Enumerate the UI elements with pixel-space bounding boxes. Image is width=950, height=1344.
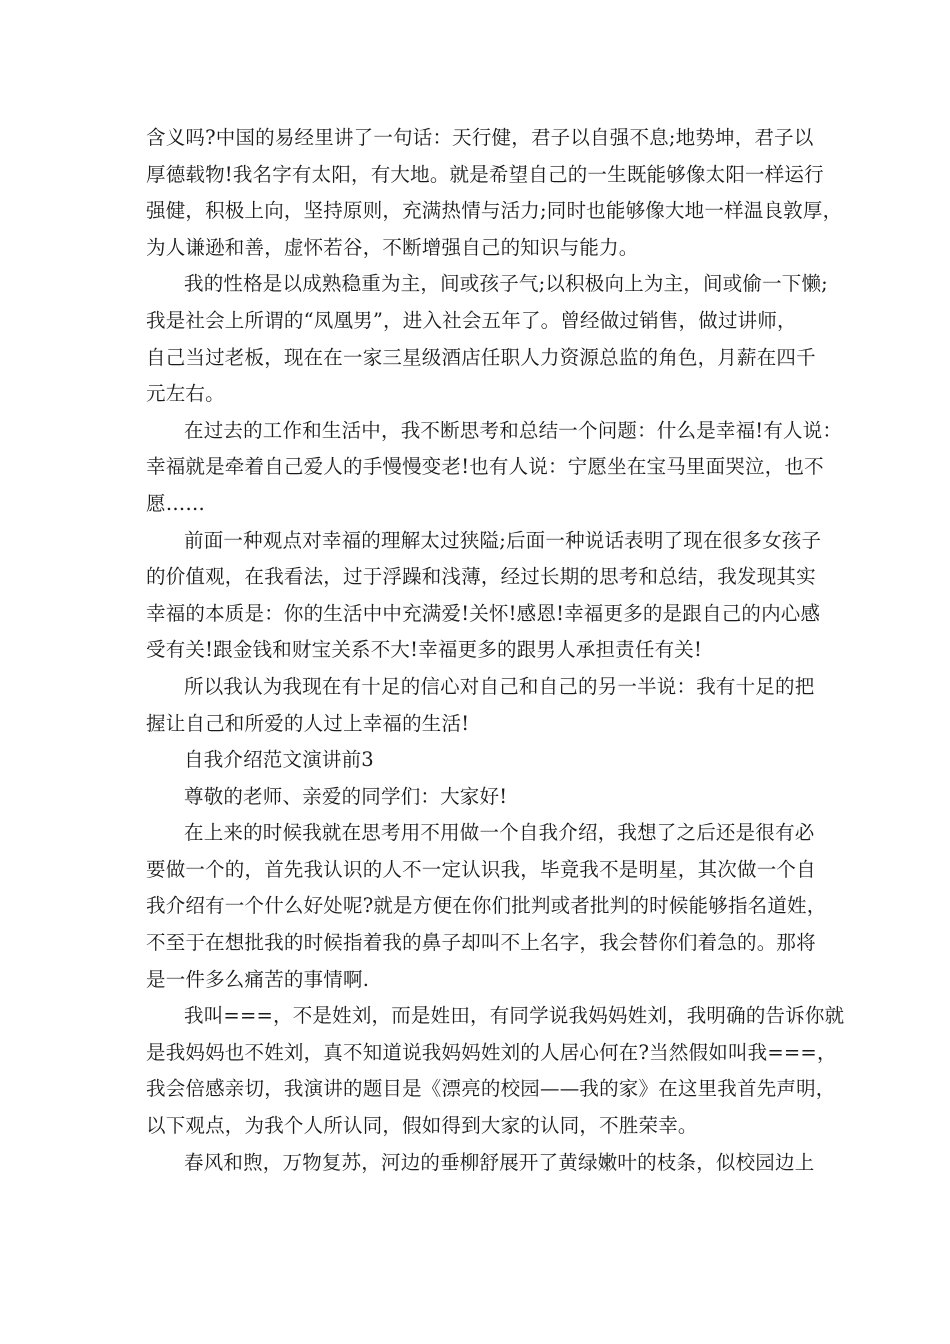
text-line: 强健，积极上向，坚持原则，充满热情与活力;同时也能够像大地一样温良敦厚， — [146, 199, 843, 223]
text-line: 含义吗?中国的易经里讲了一句话：天行健，君子以自强不息;地势坤，君子以 — [146, 126, 814, 149]
text-line: 幸福就是牵着自己爱人的手慢慢变老!也有人说：宁愿坐在宝马里面哭泣，也不 — [146, 455, 824, 479]
salutation: 尊敬的老师、亲爱的同学们：大家好! — [184, 784, 508, 808]
text-line: 在过去的工作和生活中，我不断思考和总结一个问题：什么是幸福!有人说： — [184, 418, 843, 442]
text-line: 所以我认为我现在有十足的信心对自己和自己的另一半说：我有十足的把 — [184, 674, 815, 698]
text-line: 是一件多么痛苦的事情啊. — [146, 967, 370, 991]
text-line: 幸福的本质是：你的生活中中充满爱!关怀!感恩!幸福更多的是跟自己的内心感 — [146, 601, 821, 625]
text-line: 我会倍感亲切，我演讲的题目是《漂亮的校园——我的家》在这里我首先声明， — [146, 1077, 836, 1101]
text-line: 前面一种观点对幸福的理解太过狭隘;后面一种说话表明了现在很多女孩子 — [184, 528, 822, 552]
text-line: 要做一个的，首先我认识的人不一定认识我，毕竟我不是明星，其次做一个自 — [146, 857, 816, 881]
section-heading: 自我介绍范文演讲前3 — [184, 748, 374, 772]
text-line: 是我妈妈也不姓刘，真不知道说我妈妈姓刘的人居心何在?当然假如叫我===， — [146, 1040, 837, 1064]
text-line: 元左右。 — [146, 382, 225, 406]
text-line: 我的性格是以成熟稳重为主，间或孩子气;以积极向上为主，间或偷一下懒; — [184, 272, 828, 296]
text-line: 以下观点，为我个人所认同，假如得到大家的认同，不胜荣幸。 — [146, 1114, 698, 1138]
text-line: 愿…… — [146, 491, 206, 515]
text-line: 不至于在想批我的时候指着我的鼻子却叫不上名字，我会替你们着急的。那将 — [146, 931, 816, 955]
text-line: 受有关!跟金钱和财宝关系不大!幸福更多的跟男人承担责任有关! — [146, 638, 703, 662]
document-body — [146, 120, 845, 1181]
text-line: 自己当过老板，现在在一家三星级酒店任职人力资源总监的角色，月薪在四千 — [146, 345, 816, 369]
text-line: 为人谦逊和善，虚怀若谷，不断增强自己的知识与能力。 — [146, 235, 639, 259]
text-line: 厚德载物!我名字有太阳，有大地。就是希望自己的一生既能够像太阳一样运行 — [146, 162, 824, 186]
text-line: 我叫===，不是姓刘，而是姓田，有同学说我妈妈姓刘，我明确的告诉你就 — [184, 1004, 845, 1028]
text-line: 握让自己和所爱的人过上幸福的生活! — [146, 711, 470, 735]
text-line: 在上来的时候我就在思考用不用做一个自我介绍，我想了之后还是很有必 — [184, 821, 815, 845]
text-line: 的价值观，在我看法，过于浮躁和浅薄，经过长期的思考和总结，我发现其实 — [146, 565, 816, 589]
text-line: 我介绍有一个什么好处呢?就是方便在你们批判或者批判的时候能够指名道姓， — [146, 894, 827, 918]
text-line: 春风和煦，万物复苏，河边的垂柳舒展开了黄绿嫩叶的枝条，似校园边上 — [184, 1150, 815, 1174]
text-line: 我是社会上所谓的“凤凰男”，进入社会五年了。曾经做过销售，做过讲师， — [146, 308, 797, 332]
